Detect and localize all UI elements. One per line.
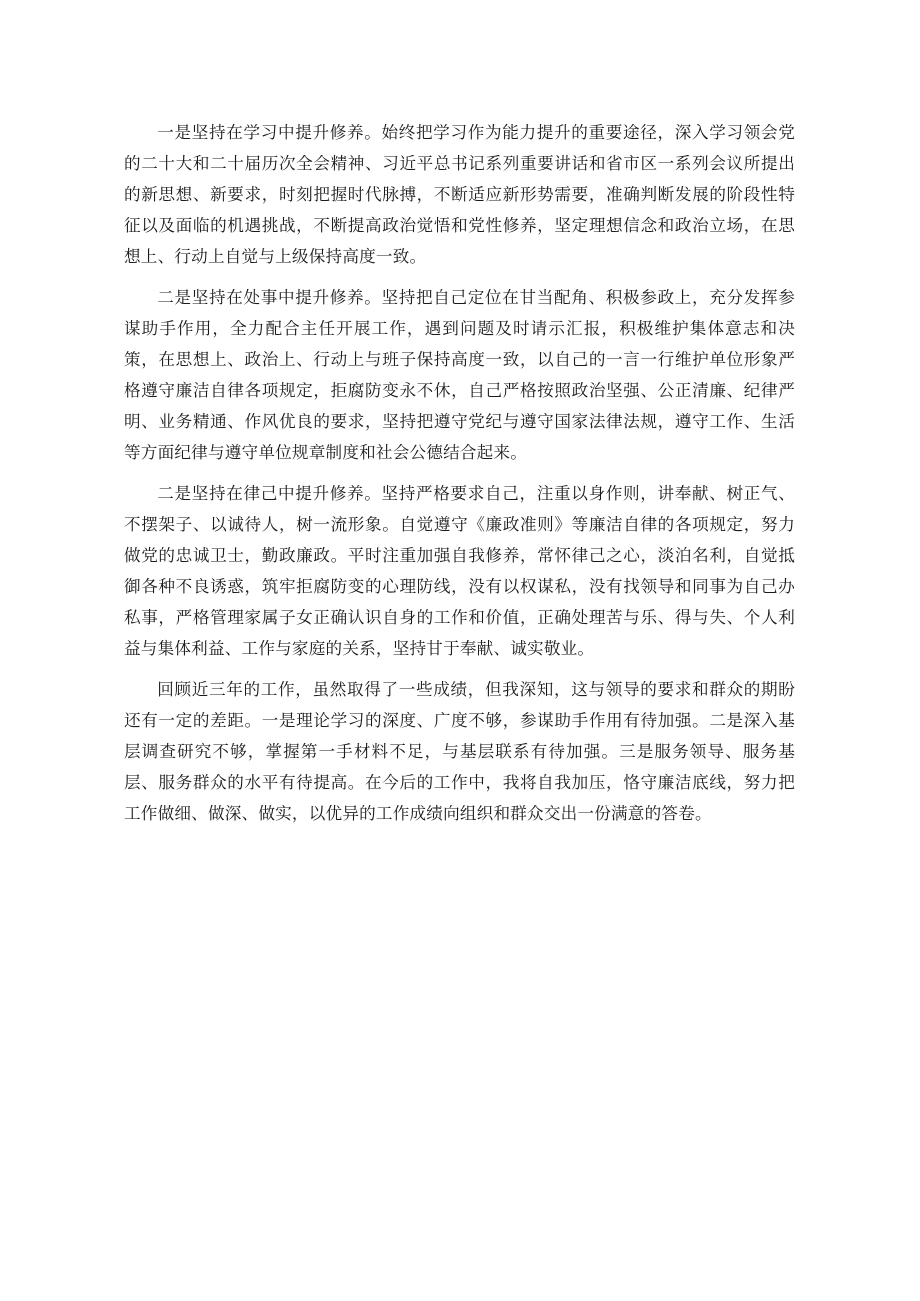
paragraph-self-discipline: 二是坚持在律己中提升修养。坚持严格要求自己，注重以身作则，讲奉献、树正气、不摆架子、以诚待人，树一流形象。自觉遵守《廉政准则》等廉洁自律的各项规定，努力做党的忠诚卫士，勤政廉政。平时注重加强自我修养，常怀律己之心，淡泊名利，自觉抵御各种不良诱惑，筑牢拒腐防变的心理防线，没有以权谋私，没有找领导和同事为自己办私事，严格管理家属子女正确认识自身的工作和价值，正确处理苦与乐、得与失、个人利益与集体利益、工作与家庭的关系，坚持甘于奉献、诚实敬业。 — [124, 484, 795, 658]
paragraph-conduct: 二是坚持在处事中提升修养。坚持把自己定位在甘当配角、积极参政上，充分发挥参谋助手作用，全力配合主任开展工作，遇到问题及时请示汇报，积极维护集体意志和决策，在思想上、政治上、行动上与班子保持高度一致，以自己的一言一行维护单位形象严格遵守廉洁自律各项规定，拒腐防变永不休，自己严格按照政治坚强、公正清廉、纪律严明、业务精通、作风优良的要求，坚持把遵守党纪与遵守国家法律法规，遵守工作、生活等方面纪律与遵守单位规章制度和社会公德结合起来。 — [124, 288, 795, 462]
document-body — [124, 117, 795, 839]
paragraph-review: 回顾近三年的工作，虽然取得了一些成绩，但我深知，这与领导的要求和群众的期盼还有一定的差距。一是理论学习的深度、广度不够，参谋助手作用有待加强。二是深入基层调查研究不够，掌握第一手材料不足，与基层联系有待加强。三是服务领导、服务基层、服务群众的水平有待提高。在今后的工作中，我将自我加压，恪守廉洁底线，努力把工作做细、做深、做实，以优异的工作成绩向组织和群众交出一份满意的答卷。 — [124, 680, 795, 823]
paragraph-study: 一是坚持在学习中提升修养。始终把学习作为能力提升的重要途径，深入学习领会党的二十大和二十届历次全会精神、习近平总书记系列重要讲话和省市区一系列会议所提出的新思想、新要求，时刻把握时代脉搏，不断适应新形势需要，准确判断发展的阶段性特征以及面临的机遇挑战，不断提高政治觉悟和党性修养，坚定理想信念和政治立场，在思想上、行动上自觉与上级保持高度一致。 — [124, 123, 795, 266]
